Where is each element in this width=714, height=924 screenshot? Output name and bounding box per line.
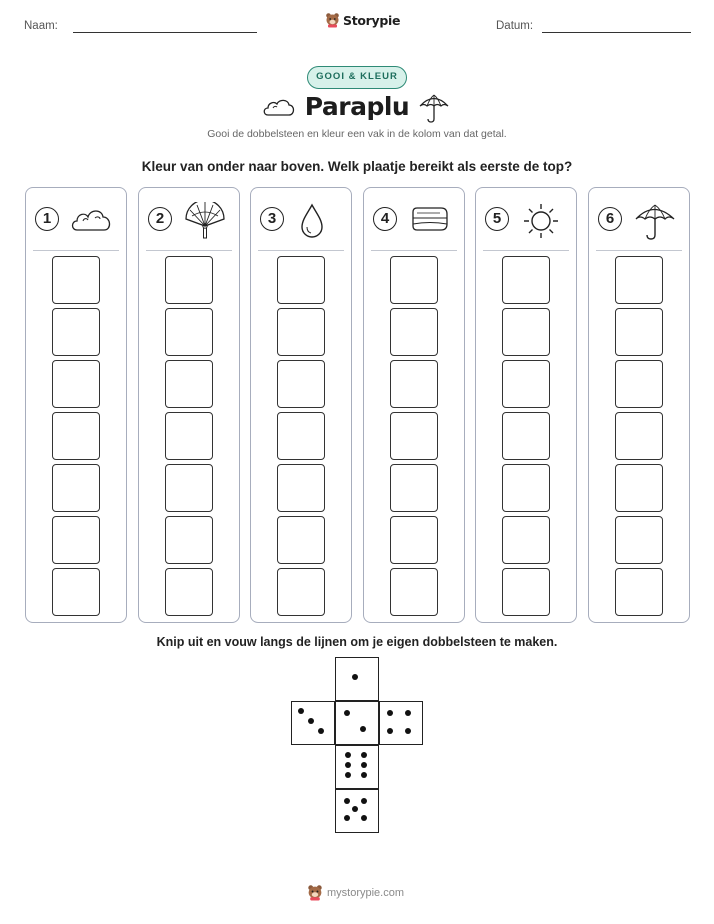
color-cell[interactable] — [390, 516, 438, 564]
die-pip — [361, 772, 367, 778]
brand-name: Storypie — [343, 12, 401, 28]
column-4 — [363, 187, 465, 623]
storypie-logo — [325, 12, 400, 28]
color-cell[interactable] — [615, 568, 663, 616]
color-cell[interactable] — [52, 256, 100, 304]
color-cell[interactable] — [390, 568, 438, 616]
color-cell[interactable] — [502, 412, 550, 460]
color-cell[interactable] — [502, 516, 550, 564]
column-header — [373, 202, 457, 240]
die-pip — [344, 710, 350, 716]
column-number: 2 — [148, 207, 172, 231]
die-pip — [345, 772, 351, 778]
die-face-4 — [379, 701, 423, 745]
color-cell[interactable] — [615, 360, 663, 408]
color-cell[interactable] — [165, 308, 213, 356]
umbrella-icon — [632, 202, 678, 242]
color-cell[interactable] — [165, 256, 213, 304]
cloud-icon — [69, 202, 115, 238]
color-cell[interactable] — [615, 412, 663, 460]
column-6 — [588, 187, 690, 623]
die-face-3 — [291, 701, 335, 745]
die-pip — [344, 798, 350, 804]
color-cell[interactable] — [52, 308, 100, 356]
color-cell[interactable] — [615, 464, 663, 512]
color-cell[interactable] — [52, 412, 100, 460]
color-cell[interactable] — [52, 516, 100, 564]
raindrop-icon — [294, 202, 340, 240]
column-2 — [138, 187, 240, 623]
color-cell[interactable] — [277, 464, 325, 512]
column-5 — [475, 187, 577, 623]
color-cell[interactable] — [165, 412, 213, 460]
die-pip — [344, 815, 350, 821]
die-pip — [352, 806, 358, 812]
color-cell[interactable] — [277, 516, 325, 564]
color-cell[interactable] — [502, 308, 550, 356]
column-divider — [483, 250, 569, 251]
die-pip — [298, 708, 304, 714]
column-number: 6 — [598, 207, 622, 231]
column-divider — [33, 250, 119, 251]
die-pip — [318, 728, 324, 734]
die-pip — [308, 718, 314, 724]
color-cell[interactable] — [390, 256, 438, 304]
die-pip — [361, 815, 367, 821]
title-row — [0, 92, 714, 124]
color-cell[interactable] — [165, 464, 213, 512]
die-pip — [361, 752, 367, 758]
column-divider — [146, 250, 232, 251]
sun-icon — [519, 202, 565, 240]
color-cell[interactable] — [502, 568, 550, 616]
die-pip — [405, 710, 411, 716]
die-pip — [387, 710, 393, 716]
color-cell[interactable] — [615, 308, 663, 356]
fan-icon — [182, 202, 228, 240]
color-cell[interactable] — [277, 568, 325, 616]
color-cell[interactable] — [52, 360, 100, 408]
color-cell[interactable] — [277, 360, 325, 408]
towel-icon — [407, 202, 453, 238]
color-cell[interactable] — [390, 360, 438, 408]
column-header — [148, 202, 232, 240]
umbrella-icon — [418, 92, 450, 124]
die-pip — [345, 762, 351, 768]
color-cell[interactable] — [277, 256, 325, 304]
color-cell[interactable] — [52, 568, 100, 616]
color-cell[interactable] — [165, 516, 213, 564]
die-pip — [352, 674, 358, 680]
date-line — [542, 32, 691, 33]
column-number: 3 — [260, 207, 284, 231]
color-cell[interactable] — [277, 412, 325, 460]
color-cell[interactable] — [165, 360, 213, 408]
column-divider — [258, 250, 344, 251]
color-cell[interactable] — [390, 308, 438, 356]
color-cell[interactable] — [390, 412, 438, 460]
column-header — [260, 202, 344, 240]
name-line — [73, 32, 257, 33]
footer — [307, 884, 404, 901]
die-face-6 — [335, 745, 379, 789]
column-number: 4 — [373, 207, 397, 231]
column-number: 5 — [485, 207, 509, 231]
activity-tag: GOOI & KLEUR — [307, 66, 407, 89]
die-pip — [387, 728, 393, 734]
date-label: Datum: — [496, 20, 534, 32]
color-cell[interactable] — [52, 464, 100, 512]
color-cell[interactable] — [390, 464, 438, 512]
bear-mascot-icon — [325, 12, 340, 28]
die-face-1 — [335, 657, 379, 701]
color-cell[interactable] — [502, 360, 550, 408]
column-header — [598, 202, 682, 240]
die-pip — [361, 798, 367, 804]
die-face-5 — [335, 789, 379, 833]
color-cell[interactable] — [615, 256, 663, 304]
column-header — [35, 202, 119, 240]
column-number: 1 — [35, 207, 59, 231]
die-pip — [345, 752, 351, 758]
column-divider — [371, 250, 457, 251]
color-cell[interactable] — [165, 568, 213, 616]
cut-instruction: Knip uit en vouw langs de lijnen om je eigen dobbelsteen te maken. — [156, 635, 558, 649]
page-title: Paraplu — [304, 92, 410, 121]
column-header — [485, 202, 569, 240]
die-pip — [405, 728, 411, 734]
cloud-icon — [262, 96, 296, 118]
color-cell[interactable] — [615, 516, 663, 564]
column-1 — [25, 187, 127, 623]
column-divider — [596, 250, 682, 251]
color-cell[interactable] — [502, 464, 550, 512]
footer-url[interactable]: mystorypie.com — [327, 886, 405, 899]
die-face-2 — [335, 701, 379, 745]
name-label: Naam: — [24, 20, 58, 32]
die-pip — [361, 762, 367, 768]
bear-mascot-icon — [307, 884, 323, 901]
color-cell[interactable] — [277, 308, 325, 356]
color-cell[interactable] — [502, 256, 550, 304]
die-pip — [360, 726, 366, 732]
column-3 — [250, 187, 352, 623]
subtitle: Gooi de dobbelsteen en kleur een vak in de kolom van dat getal. — [207, 128, 507, 140]
instruction: Kleur van onder naar boven. Welk plaatje bereikt als eerste de top? — [141, 159, 573, 174]
